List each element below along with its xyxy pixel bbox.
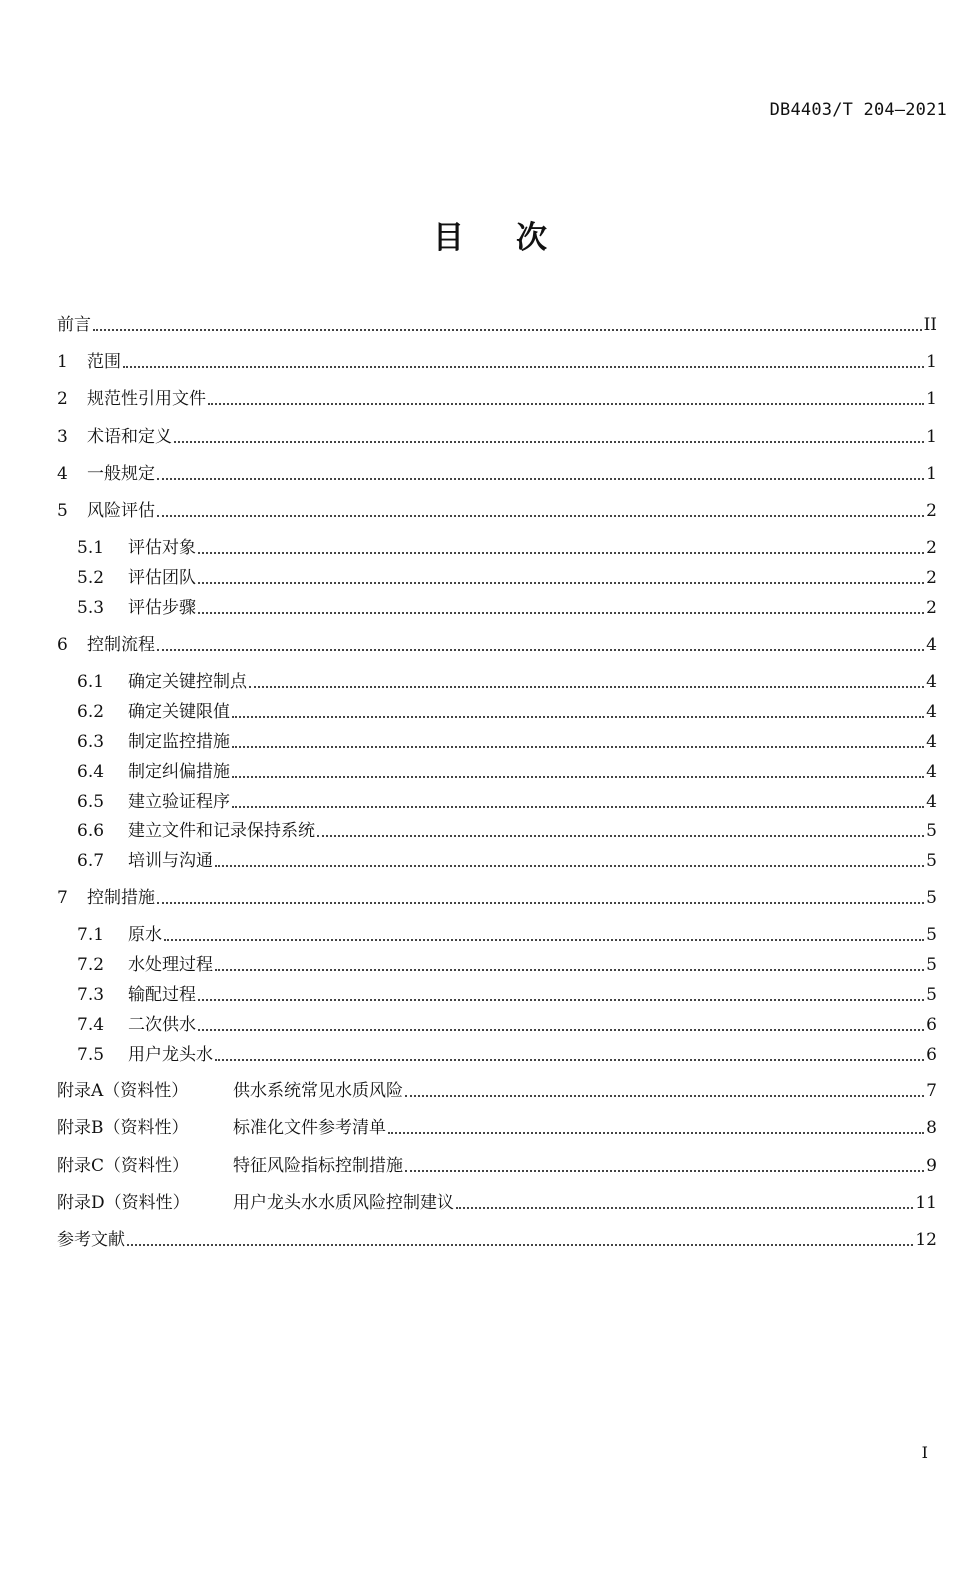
toc-entry[interactable]: [77, 1010, 937, 1036]
toc-entry-label: 评估团队: [128, 568, 196, 588]
toc-entry[interactable]: [77, 980, 937, 1006]
toc-entry-number: 3: [57, 427, 68, 447]
dot-leader: [157, 478, 924, 480]
toc-entry-label: 评估对象: [128, 538, 196, 558]
toc-entry-page: 9: [926, 1156, 937, 1176]
toc-entry[interactable]: [77, 593, 937, 619]
toc-entry-label: 供水系统常见水质风险: [233, 1081, 403, 1101]
dot-leader: [157, 649, 924, 651]
toc-entry[interactable]: [77, 920, 937, 946]
toc-entry-page: 5: [926, 925, 937, 945]
toc-entry-number: 5.2: [77, 568, 105, 588]
toc-entry[interactable]: [57, 883, 937, 909]
toc-entry[interactable]: [77, 1040, 937, 1066]
dot-leader: [215, 1059, 924, 1061]
dot-leader: [232, 806, 924, 808]
toc-entry[interactable]: [77, 667, 937, 693]
toc-entry[interactable]: [77, 757, 937, 783]
toc-entry[interactable]: [57, 1076, 937, 1102]
toc-entry-label: 用户龙头水水质风险控制建议: [233, 1193, 454, 1213]
dot-leader: [127, 1244, 913, 1246]
toc-entry-label: 二次供水: [128, 1015, 196, 1035]
toc-entry[interactable]: [57, 1151, 937, 1177]
toc-entry-label: 原水: [128, 925, 162, 945]
toc-entry-page: 5: [926, 851, 937, 871]
toc-entry-page: 5: [926, 821, 937, 841]
toc-entry[interactable]: [57, 1188, 937, 1214]
toc-entry-page: 6: [926, 1015, 937, 1035]
toc-entry-label: 规范性引用文件: [87, 389, 206, 409]
toc-entry-label: 培训与沟通: [128, 851, 213, 871]
toc-title-char-2: 次: [516, 220, 547, 256]
toc-entry-page: 2: [926, 501, 937, 521]
toc-entry[interactable]: [57, 630, 937, 656]
dot-leader: [232, 716, 924, 718]
toc-entry[interactable]: [57, 384, 937, 410]
toc-entry-label: 建立文件和记录保持系统: [128, 821, 315, 841]
toc-entry-number: 5.3: [77, 598, 105, 618]
toc-entry-number: 6: [57, 635, 68, 655]
dot-leader: [232, 776, 924, 778]
toc-entry-label: 风险评估: [87, 501, 155, 521]
toc-entry-label: 评估步骤: [128, 598, 196, 618]
toc-entry-number: 6.7: [77, 851, 105, 871]
toc-entry[interactable]: [57, 496, 937, 522]
toc-entry-page: 6: [926, 1045, 937, 1065]
toc-entry-number: 7.1: [77, 925, 105, 945]
toc-entry-page: 1: [926, 464, 937, 484]
document-code: DB4403/T 204—2021: [769, 100, 947, 120]
toc-entry-label: 输配过程: [128, 985, 196, 1005]
toc-entry-number: 6.4: [77, 762, 105, 782]
toc-entry-page: 5: [926, 888, 937, 908]
toc-entry-label: 建立验证程序: [128, 792, 230, 812]
dot-leader: [208, 403, 924, 405]
page-folio: I: [921, 1443, 928, 1462]
toc-entry-number: 7.5: [77, 1045, 105, 1065]
toc-entry-page: 2: [926, 568, 937, 588]
toc-entry-number: 5: [57, 501, 68, 521]
toc-entry-page: 1: [926, 389, 937, 409]
dot-leader: [123, 366, 924, 368]
toc-entry-page: 1: [926, 352, 937, 372]
dot-leader: [198, 612, 924, 614]
toc-entry-number: 1: [57, 352, 68, 372]
toc-entry-number: 6.2: [77, 702, 105, 722]
dot-leader: [157, 515, 924, 517]
toc-entry-number: 7: [57, 888, 68, 908]
toc-entry-number: 7.4: [77, 1015, 105, 1035]
toc-entry-number: 附录B（资料性）: [57, 1118, 189, 1138]
toc-entry-label: 制定监控措施: [128, 732, 230, 752]
toc-entry-label: 标准化文件参考清单: [233, 1118, 386, 1138]
toc-entry-label: 制定纠偏措施: [128, 762, 230, 782]
toc-entry-page: 2: [926, 538, 937, 558]
toc-entry-number: 附录D（资料性）: [57, 1193, 190, 1213]
toc-entry-number: 2: [57, 389, 68, 409]
dot-leader: [317, 835, 924, 837]
toc-entry-page: 4: [926, 635, 937, 655]
toc-entry-number: 5.1: [77, 538, 105, 558]
dot-leader: [249, 686, 924, 688]
dot-leader: [456, 1207, 913, 1209]
toc-title: [0, 212, 980, 257]
toc-entry-label: 确定关键控制点: [128, 672, 247, 692]
toc-entry-number: 附录A（资料性）: [57, 1081, 189, 1101]
toc-entry-page: 5: [926, 955, 937, 975]
toc-entry[interactable]: [77, 727, 937, 753]
dot-leader: [174, 441, 924, 443]
toc-entry-number: 6.6: [77, 821, 105, 841]
toc-entry[interactable]: [57, 422, 937, 448]
toc-entry-number: 附录C（资料性）: [57, 1156, 190, 1176]
dot-leader: [232, 746, 924, 748]
toc-entry-page: 4: [926, 702, 937, 722]
toc-entry[interactable]: [57, 459, 937, 485]
dot-leader: [157, 902, 924, 904]
toc-entry-number: 6.3: [77, 732, 105, 752]
toc-entry-page: 11: [915, 1193, 937, 1213]
dot-leader: [198, 552, 924, 554]
toc-entry[interactable]: [77, 563, 937, 589]
toc-entry-page: 7: [926, 1081, 937, 1101]
toc-entry-label: 范围: [87, 352, 121, 372]
toc-entry-label: 水处理过程: [128, 955, 213, 975]
toc-entry-label: 一般规定: [87, 464, 155, 484]
dot-leader: [164, 939, 924, 941]
toc-entry-page: 4: [926, 732, 937, 752]
dot-leader: [198, 1029, 924, 1031]
toc-entry-page: 1: [926, 427, 937, 447]
toc-entry-page: 4: [926, 672, 937, 692]
toc-entry[interactable]: [57, 310, 937, 336]
dot-leader: [215, 969, 924, 971]
toc-entry-page: 4: [926, 762, 937, 782]
dot-leader: [198, 582, 924, 584]
toc-entry[interactable]: [57, 1225, 937, 1251]
toc-entry[interactable]: [57, 347, 937, 373]
toc-entry-label: 确定关键限值: [128, 702, 230, 722]
toc-entry-page: 2: [926, 598, 937, 618]
toc-entry-page: 8: [926, 1118, 937, 1138]
dot-leader: [198, 999, 924, 1001]
toc-entry-page: 5: [926, 985, 937, 1005]
toc-entry-label: 参考文献: [57, 1230, 125, 1250]
dot-leader: [405, 1170, 924, 1172]
toc-entry-label: 用户龙头水: [128, 1045, 213, 1065]
toc-entry-label: 术语和定义: [87, 427, 172, 447]
toc-entry-number: 7.3: [77, 985, 105, 1005]
dot-leader: [215, 865, 924, 867]
dot-leader: [388, 1132, 924, 1134]
toc-entry[interactable]: [77, 533, 937, 559]
toc-entry[interactable]: [77, 787, 937, 813]
toc-entry[interactable]: [57, 1113, 937, 1139]
toc-entry-number: 7.2: [77, 955, 105, 975]
toc-title-char-1: 目: [433, 220, 464, 256]
toc-entry-page: 4: [926, 792, 937, 812]
toc-entry-label: 前言: [57, 315, 91, 335]
toc-entry[interactable]: [77, 697, 937, 723]
toc-entry-label: 控制措施: [87, 888, 155, 908]
toc-entry-number: 6.5: [77, 792, 105, 812]
toc-entry-label: 控制流程: [87, 635, 155, 655]
toc-entry-page: 12: [915, 1230, 937, 1250]
toc-entry[interactable]: [77, 816, 937, 842]
dot-leader: [405, 1095, 924, 1097]
toc-entry-label: 特征风险指标控制措施: [233, 1156, 403, 1176]
toc-entry[interactable]: [77, 950, 937, 976]
toc-entry-number: 4: [57, 464, 68, 484]
toc-entry-page: II: [923, 315, 937, 335]
toc-entry[interactable]: [77, 846, 937, 872]
toc-entry-number: 6.1: [77, 672, 105, 692]
dot-leader: [93, 329, 922, 331]
